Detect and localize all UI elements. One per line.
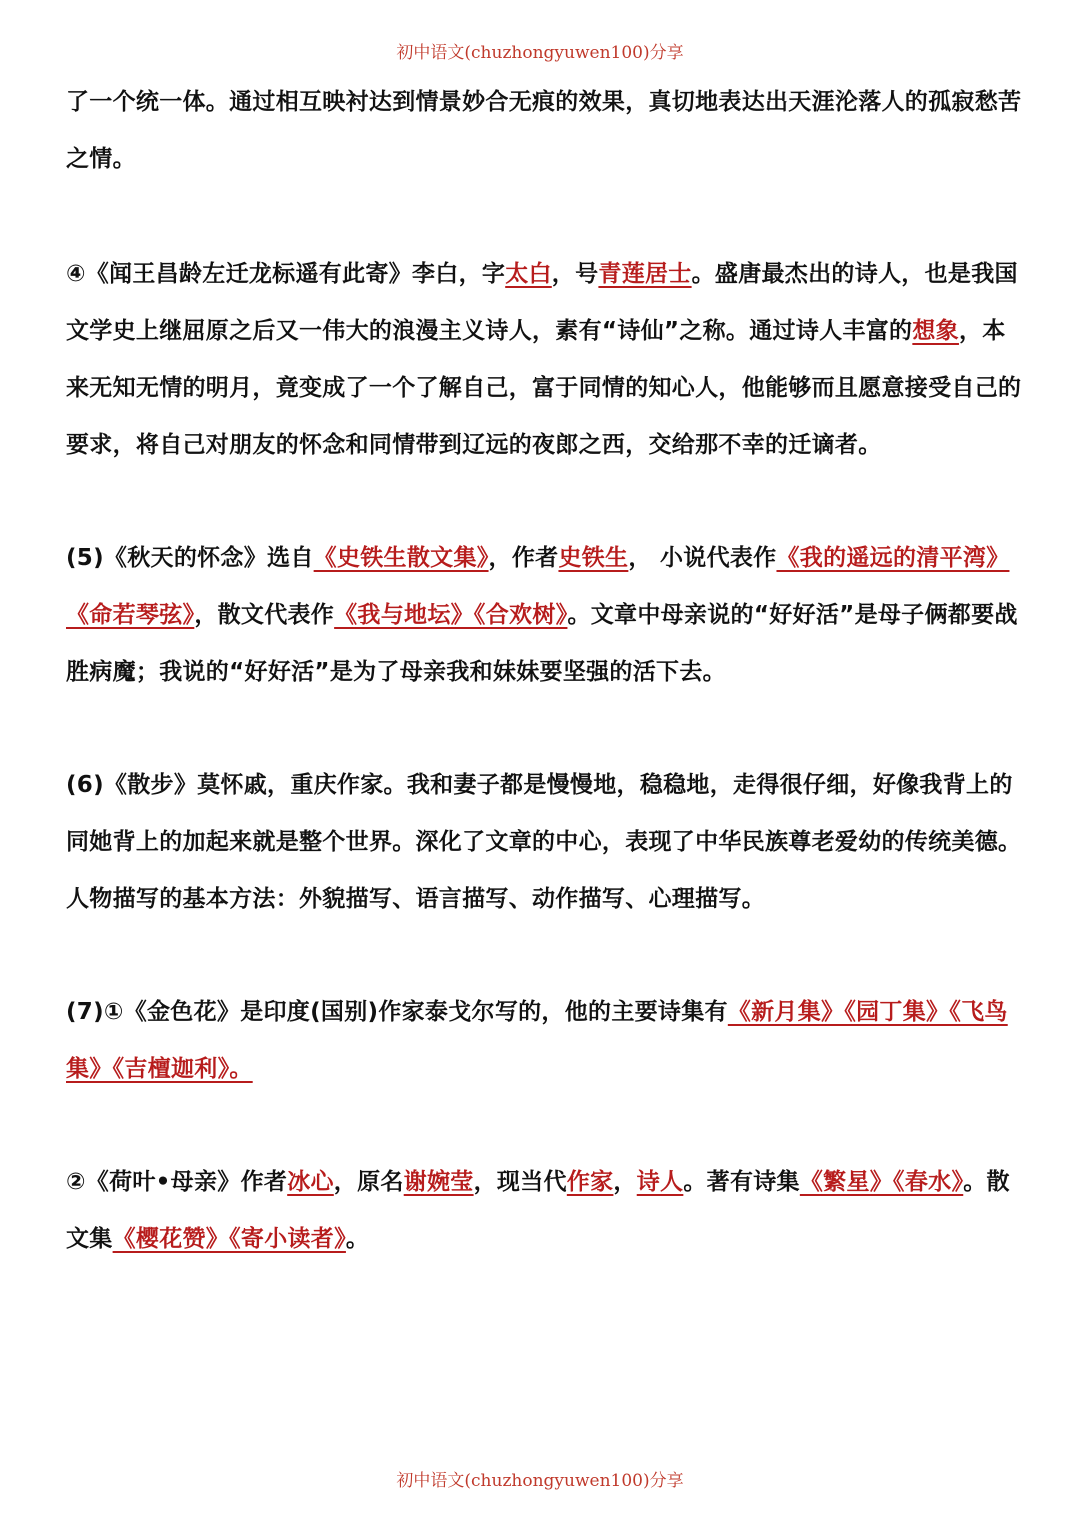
text-span: 。著有诗集 <box>683 1169 800 1195</box>
header-watermark: 初中语文(chuzhongyuwen100)分享 <box>396 43 684 63</box>
text-span: ，原名 <box>333 1169 404 1195</box>
answer-identity-writer: 作家 <box>566 1169 614 1195</box>
answer-author: 史铁生 <box>558 545 629 571</box>
paragraph-pipa-summary <box>66 74 1026 188</box>
text-span: ，号 <box>551 261 599 287</box>
answer-source-book: 《史铁生散文集》 <box>313 545 489 571</box>
answer-prose-books: 《樱花赞》《寄小读者》 <box>112 1226 346 1252</box>
paragraph-li-bai <box>66 246 1026 474</box>
answer-identity-poet: 诗人 <box>636 1169 684 1195</box>
text-span: (7)①《金色花》是印度(国别)作家泰戈尔写的，他的主要诗集有 <box>66 999 728 1025</box>
answer-essays: 《我与地坛》《合欢树》 <box>334 602 568 628</box>
answer-courtesy-name: 太白 <box>505 261 552 287</box>
answer-novels: 《我的遥远的清平湾》《命若琴弦》 <box>66 545 1010 628</box>
paragraph-bing-xin <box>66 1154 1026 1268</box>
text-span: ②《荷叶•母亲》作者 <box>66 1169 288 1195</box>
text-span: ， <box>613 1169 637 1195</box>
answer-poem-books: 《繁星》《春水》 <box>799 1169 964 1195</box>
text-span: (5)《秋天的怀念》选自 <box>66 545 314 571</box>
text-span: ，本来无知无情的明月，竟变成了一个了解自己，富于同情的知心人，他能够而且愿意接受自己的要求，将自己对朋友的怀念和同情带到辽远的夜郎之西，交给那不幸的迁谪者。 <box>66 318 1022 458</box>
answer-art-name: 青莲居士 <box>598 261 692 287</box>
text-span: (6)《散步》莫怀戚，重庆作家。我和妻子都是慢慢地，稳稳地，走得很仔细，好像我背上的同她背上的加起来就是整个世界。深化了文章的中心，表现了中华民族尊老爱幼的传统美德。 人物描写的基本方法：外貌描写、语言描写、动作描写、心理描写。 <box>66 772 1022 912</box>
text-span: ，作者 <box>488 545 559 571</box>
footer-watermark: 初中语文(chuzhongyuwen100)分享 <box>396 1471 684 1491</box>
answer-poetry-collections: 《新月集》《园丁集》《飞鸟集》《吉檀迦利》。 <box>66 999 1008 1082</box>
answer-imagination: 想象 <box>912 318 959 344</box>
paragraph-tagore <box>66 984 1026 1098</box>
document-body <box>66 74 1026 1324</box>
text-span: ，现当代 <box>473 1169 567 1195</box>
paragraph-walk <box>66 757 1026 928</box>
paragraph-shi-tiesheng <box>66 530 1026 701</box>
text-span: ④《闻王昌龄左迁龙标遥有此寄》李白，字 <box>66 261 506 287</box>
text-span: 。散文集 <box>66 1169 1010 1252</box>
text-span: 了一个统一体。通过相互映衬达到情景妙合无痕的效果，真切地表达出天涯沦落人的孤寂愁苦之情。 <box>66 89 1022 172</box>
text-span: ， 小说代表作 <box>628 545 777 571</box>
text-span: 。盛唐最杰出的诗人，也是我国文学史上继屈原之后又一伟大的浪漫主义诗人，素有“诗仙”之称。通过诗人丰富的 <box>66 261 1018 344</box>
answer-pen-name: 冰心 <box>287 1169 334 1195</box>
text-span: ，散文代表作 <box>194 602 335 628</box>
text-span: 。 <box>345 1226 370 1252</box>
answer-real-name: 谢婉莹 <box>403 1169 474 1195</box>
text-span: 。文章中母亲说的“好好活”是母子俩都要战胜病魔；我说的“好好活”是为了母亲我和妹妹要坚强的活下去。 <box>66 602 1018 685</box>
